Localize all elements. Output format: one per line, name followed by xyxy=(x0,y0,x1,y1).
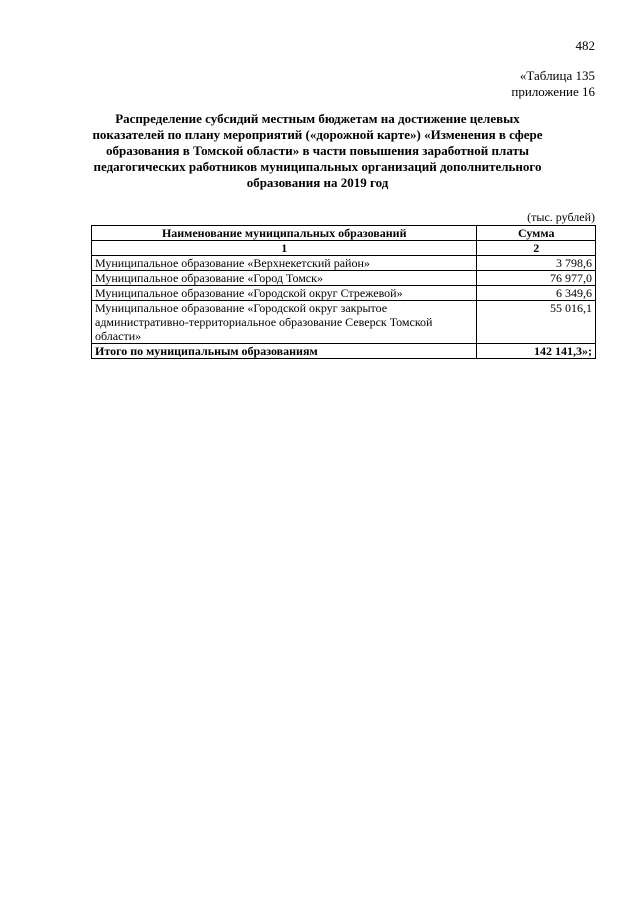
total-name: Итого по муниципальным образованиям xyxy=(92,344,477,359)
table-row xyxy=(92,256,596,271)
document-title xyxy=(90,111,545,191)
row-name: Муниципальное образование «Верхнекетский район» xyxy=(92,256,477,271)
table-reference xyxy=(395,68,595,100)
total-row xyxy=(92,344,596,359)
row-sum: 6 349,6 xyxy=(477,286,596,301)
table-row xyxy=(92,301,596,344)
table-header-row xyxy=(92,226,596,241)
title-line-3: образования в Томской области» в части повышения заработной платы xyxy=(105,143,530,158)
row-sum: 55 016,1 xyxy=(477,301,596,344)
title-line-2: показателей по плану мероприятий («дорожной карте») «Изменения в сфере xyxy=(92,127,543,142)
row-name: Муниципальное образование «Городской округ Стрежевой» xyxy=(92,286,477,301)
column-number-2: 2 xyxy=(477,241,596,256)
table-reference-line-1: «Таблица 135 xyxy=(519,68,595,83)
table-reference-line-2: приложение 16 xyxy=(511,84,595,99)
header-sum: Сумма xyxy=(477,226,596,241)
total-sum: 142 141,3»; xyxy=(477,344,596,359)
table-row xyxy=(92,286,596,301)
header-name: Наименование муниципальных образований xyxy=(92,226,477,241)
title-line-5: образования на 2019 год xyxy=(246,175,389,190)
row-name: Муниципальное образование «Городской округ закрытое административно-территориальное образование Северск Томской области» xyxy=(92,301,477,344)
title-line-4: педагогических работников муниципальных организаций дополнительного xyxy=(93,159,542,174)
page-number: 482 xyxy=(575,38,595,53)
table-row xyxy=(92,271,596,286)
title-line-1: Распределение субсидий местным бюджетам на достижение целевых xyxy=(115,111,520,126)
row-name: Муниципальное образование «Город Томск» xyxy=(92,271,477,286)
subsidy-table xyxy=(91,225,596,359)
units-label: (тыс. рублей) xyxy=(527,210,595,224)
row-sum: 76 977,0 xyxy=(477,271,596,286)
row-sum: 3 798,6 xyxy=(477,256,596,271)
column-number-1: 1 xyxy=(92,241,477,256)
column-number-row xyxy=(92,241,596,256)
